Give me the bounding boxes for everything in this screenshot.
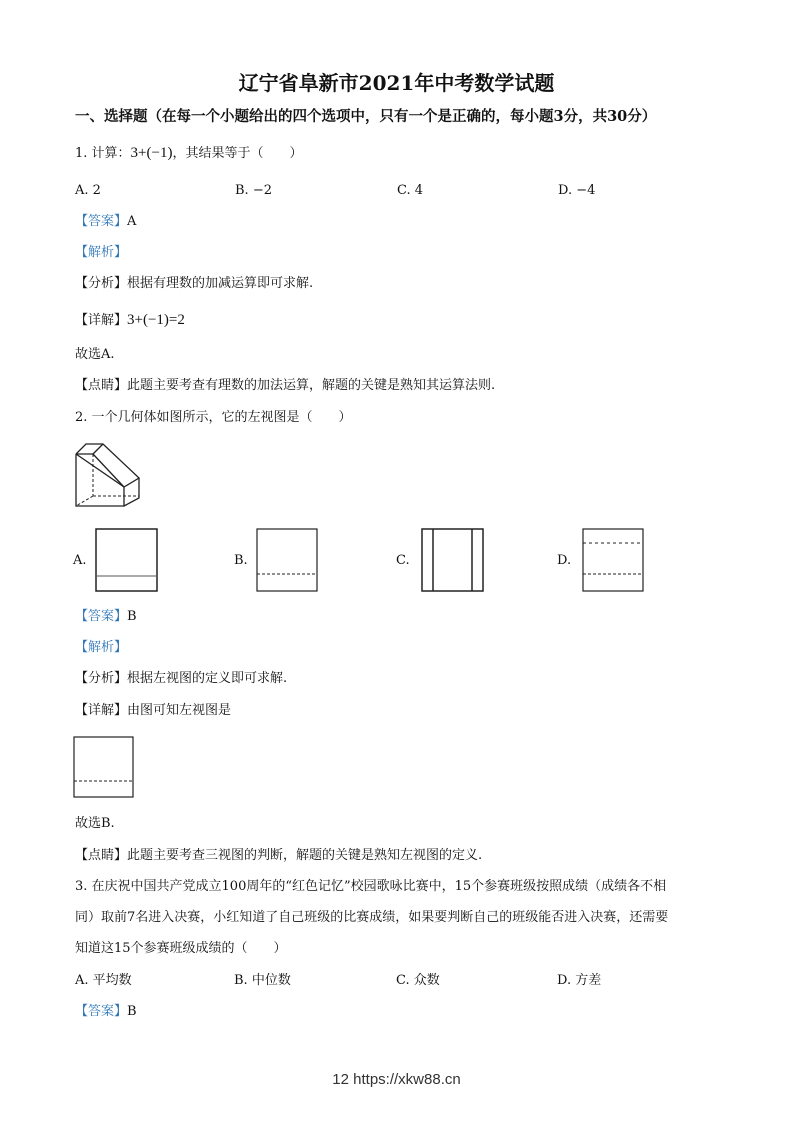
fenxi-text: 根据左视图的定义即可求解. (127, 671, 288, 686)
q2-answer (75, 608, 137, 626)
q1-option-b: B. −2 (235, 183, 272, 198)
q2-option-c-figure (421, 528, 485, 594)
q2-stem: 2. 一个几何体如图所示，它的左视图是（ ） (75, 410, 352, 425)
q3-option-a: A. 平均数 (75, 973, 132, 988)
q3-option-b: B. 中位数 (234, 973, 291, 988)
q1-conclusion: 故选A. (75, 347, 115, 362)
q1-option-a: A. 2 (75, 183, 101, 198)
section-heading: 一、选择题（在每一个小题给出的四个选项中，只有一个是正确的，每小题3分，共30分） (75, 108, 657, 125)
q2-detail (75, 702, 231, 720)
q1-fenxi (75, 275, 313, 293)
q3-stem-line-2: 同）取前7名进入决赛，小红知道了自己班级的比赛成绩，如果要判断自己的班级能否进入决赛，还需要 (75, 910, 669, 925)
q2-option-c-label: C. (396, 553, 410, 568)
comment-text: 此题主要考查有理数的加法运算，解题的关键是熟知其运算法则. (127, 378, 496, 393)
page-title: 辽宁省阜新市2021年中考数学试题 (238, 71, 555, 95)
comment-tag: 【点睛】 (75, 848, 128, 863)
answer-tag: 【答案】 (75, 1004, 128, 1019)
q1-prefix: 1. 计算： (75, 146, 131, 161)
answer-tag: 【答案】 (75, 214, 128, 229)
q3-answer (75, 1003, 137, 1021)
answer-tag: 【答案】 (75, 609, 128, 624)
q2-analysis-tag: 【解析】 (75, 640, 128, 655)
q3-stem-line-3: 知道这15个参赛班级成绩的（ ） (75, 941, 287, 956)
q2-answer-figure (73, 736, 135, 800)
q1-suffix: ，其结果等于（ ） (172, 146, 303, 161)
comment-text: 此题主要考查三视图的判断，解题的关键是熟知左视图的定义. (127, 848, 483, 863)
fenxi-tag: 【分析】 (75, 276, 128, 291)
q1-option-d: D. −4 (558, 183, 596, 198)
q2-option-b-label: B. (234, 553, 248, 568)
q3-stem-line-1: 3. 在庆祝中国共产党成立100周年的“红色记忆”校园歌咏比赛中，15个参赛班级按照成绩（成绩各不相 (75, 879, 667, 894)
answer-value: A (127, 214, 137, 229)
q1-comment (75, 377, 495, 395)
q2-option-a-label: A. (73, 553, 87, 568)
q1-detail (75, 311, 185, 330)
q2-conclusion: 故选B. (75, 816, 115, 831)
q1-answer (75, 213, 136, 231)
detail-text: 由图可知左视图是 (127, 703, 232, 718)
q1-analysis-tag: 【解析】 (75, 245, 128, 260)
q1-expression: 3+(−1) (130, 145, 173, 161)
comment-tag: 【点睛】 (75, 378, 128, 393)
detail-text: 3+(−1)=2 (127, 312, 185, 328)
q2-comment (75, 847, 482, 865)
fenxi-tag: 【分析】 (75, 671, 128, 686)
solid-figure (74, 440, 158, 512)
page-footer: 12 https://xkw88.cn (332, 1071, 461, 1088)
answer-value: B (127, 1004, 137, 1019)
detail-tag: 【详解】 (75, 313, 128, 328)
q3-option-c: C. 众数 (396, 973, 440, 988)
q2-option-d-figure (582, 528, 646, 594)
detail-tag: 【详解】 (75, 703, 128, 718)
q2-option-b-figure (256, 528, 320, 594)
q1-option-c: C. 4 (397, 183, 424, 198)
q1-stem (75, 144, 302, 163)
q2-option-d-label: D. (557, 553, 572, 568)
answer-value: B (127, 609, 137, 624)
fenxi-text: 根据有理数的加减运算即可求解. (127, 276, 314, 291)
q2-option-a-figure (95, 528, 159, 594)
q3-option-d: D. 方差 (557, 973, 602, 988)
q2-fenxi (75, 670, 287, 688)
